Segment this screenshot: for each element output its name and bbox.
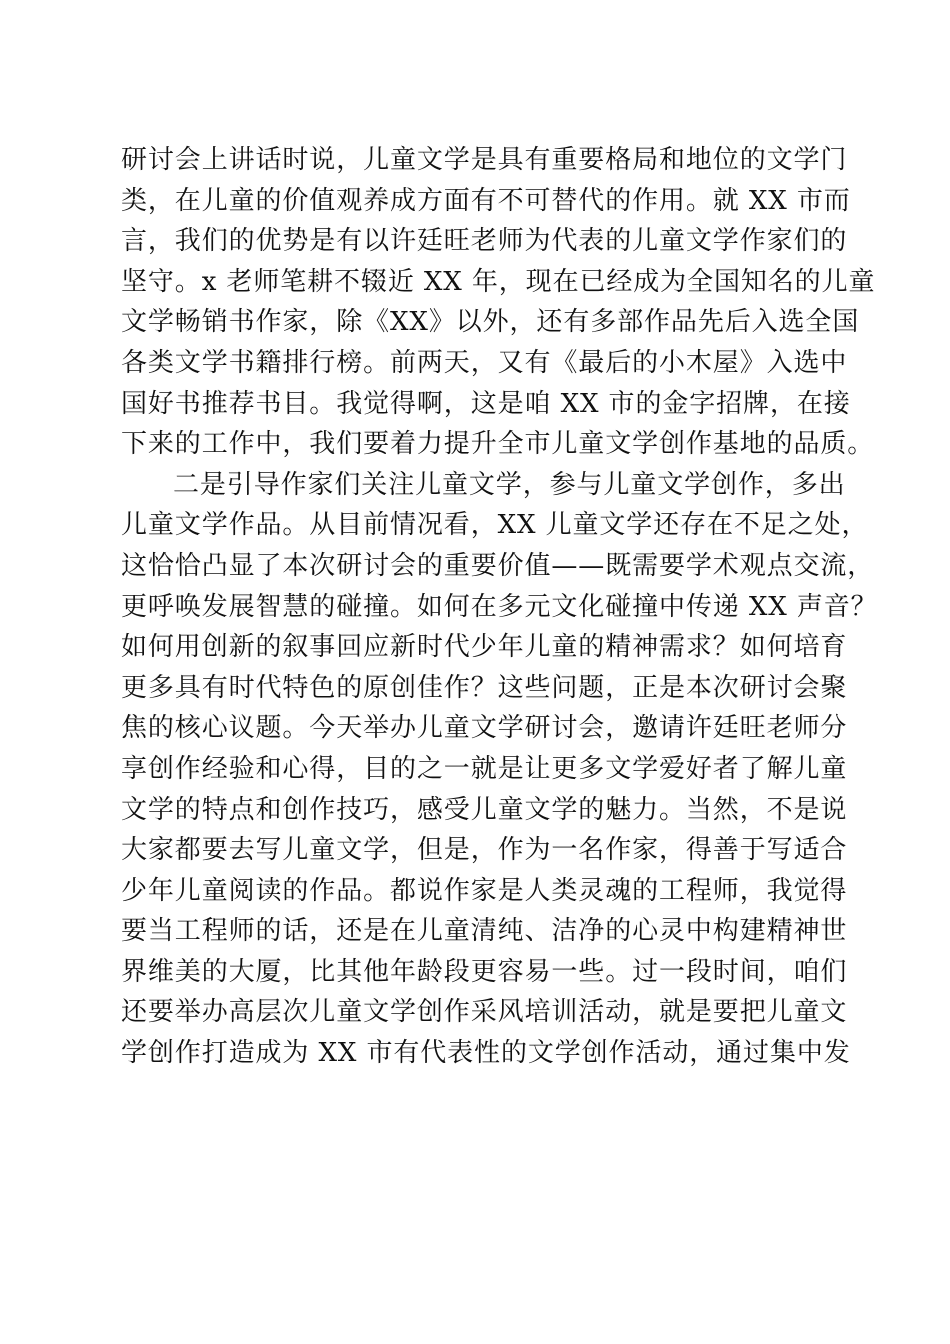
text-line-15: 焦的核心议题。今天举办儿童文学研讨会，邀请许廷旺老师分 <box>121 713 848 744</box>
text-line-23: 学创作打造成为 XX 市有代表性的文学创作活动，通过集中发 <box>121 1038 851 1069</box>
text-line-8: 下来的工作中，我们要着力提升全市儿童文学创作基地的品质。 <box>121 429 875 460</box>
text-line-9: 二是引导作家们关注儿童文学，参与儿童文学创作，多出 <box>173 469 846 500</box>
text-line-5: 文学畅销书作家，除《XX》以外，还有多部作品先后入选全国 <box>121 307 860 338</box>
text-line-12: 更呼唤发展智慧的碰撞。如何在多元文化碰撞中传递 XX 声音？ <box>121 591 878 622</box>
text-line-3: 言，我们的优势是有以许廷旺老师为代表的儿童文学作家们的 <box>121 226 848 257</box>
text-line-2: 类，在儿童的价值观养成方面有不可替代的作用。就 XX 市而 <box>121 185 851 216</box>
body-text <box>121 140 878 1074</box>
text-line-17: 文学的特点和创作技巧，感受儿童文学的魅力。当然，不是说 <box>121 794 848 825</box>
text-line-21: 界维美的大厦，比其他年龄段更容易一些。过一段时间，咱们 <box>121 956 848 987</box>
text-line-4: 坚守。x 老师笔耕不辍近 XX 年，现在已经成为全国知名的儿童 <box>121 266 876 297</box>
text-line-19: 少年儿童阅读的作品。都说作家是人类灵魂的工程师，我觉得 <box>121 875 848 906</box>
text-line-11: 这恰恰凸显了本次研讨会的重要价值——既需要学术观点交流， <box>121 550 875 581</box>
text-line-7: 国好书推荐书目。我觉得啊，这是咱 XX 市的金字招牌，在接 <box>121 388 851 419</box>
text-line-20: 要当工程师的话，还是在儿童清纯、洁净的心灵中构建精神世 <box>121 916 848 947</box>
text-line-14: 更多具有时代特色的原创佳作？这些问题，正是本次研讨会聚 <box>121 672 848 703</box>
text-line-6: 各类文学书籍排行榜。前两天，又有《最后的小木屋》入选中 <box>121 347 848 378</box>
text-line-13: 如何用创新的叙事回应新时代少年儿童的精神需求？如何培育 <box>121 632 848 663</box>
text-line-18: 大家都要去写儿童文学，但是，作为一名作家，得善于写适合 <box>121 835 848 866</box>
text-line-10: 儿童文学作品。从目前情况看，XX 儿童文学还存在不足之处， <box>121 510 869 541</box>
text-line-1: 研讨会上讲话时说，儿童文学是具有重要格局和地位的文学门 <box>121 145 848 175</box>
text-line-22: 还要举办高层次儿童文学创作采风培训活动，就是要把儿童文 <box>121 997 848 1028</box>
text-line-16: 享创作经验和心得，目的之一就是让更多文学爱好者了解儿童 <box>121 753 848 784</box>
